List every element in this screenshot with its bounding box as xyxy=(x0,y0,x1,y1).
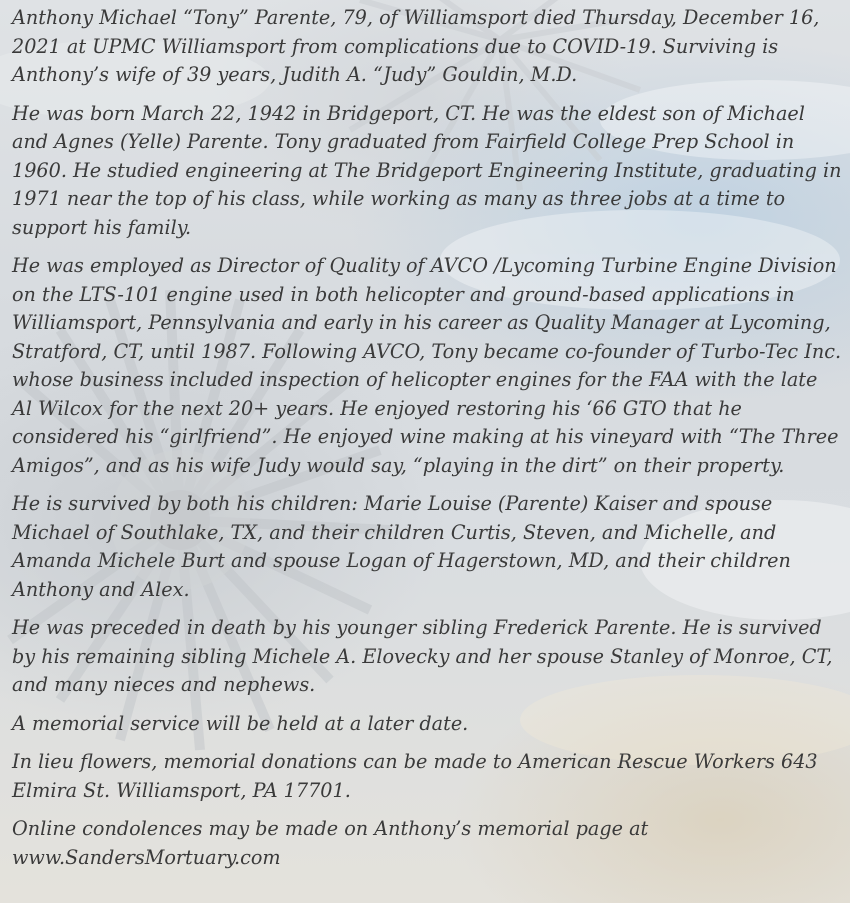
obituary-paragraph-career: He was employed as Director of Quality of AVCO /Lycoming Turbine Engine Division on the LTS-101 engine used in both helicopter and ground-based applications in Williamsport, Pennsylvania and early in his career as Quality Manager at Lycoming, Stratford, CT, until 1987. Following AVCO, Tony became co-founder of Turbo-Tec Inc. whose business included inspection of helicopter engines for the FAA with the late Al Wilcox for the next 20+ years. He enjoyed restoring his ‘66 GTO that he considered his “girlfriend”. He enjoyed wine making at his vineyard with “The Three Amigos”, and as his wife Judy would say, “playing in the dirt” on their property. xyxy=(12,254,842,477)
obituary-paragraph-memorial-service: A memorial service will be held at a later date. xyxy=(12,711,469,735)
obituary-paragraph-siblings: He was preceded in death by his younger sibling Frederick Parente. He is survived by his remaining sibling Michele A. Elovecky and her spouse Stanley of Monroe, CT, and many nieces and nephews. xyxy=(12,616,833,696)
obituary-paragraph-children: He is survived by both his children: Marie Louise (Parente) Kaiser and spouse Michael of Southlake, TX, and their children Curtis, Steven, and Michelle, and Amanda Michele Burt and spouse Logan of Hagerstown, MD, and their children Anthony and Alex. xyxy=(12,492,791,601)
obituary-paragraph-death-notice: Anthony Michael “Tony” Parente, 79, of Williamsport died Thursday, December 16, 2021 at UPMC Williamsport from complications due to COVID-19. Surviving is Anthony’s wife of 39 years, Judith A. “Judy” Gouldin, M.D. xyxy=(12,6,820,86)
obituary-paragraph-early-life: He was born March 22, 1942 in Bridgeport, CT. He was the eldest son of Michael and Agnes (Yelle) Parente. Tony graduated from Fairfield College Prep School in 1960. He studied engineering at The Bridgeport Engineering Institute, graduating in 1971 near the top of his class, while working as many as three jobs at a time to support his family. xyxy=(12,101,842,239)
obituary-paragraph-donations: In lieu flowers, memorial donations can be made to American Rescue Workers 643 Elmira St. Williamsport, PA 17701. xyxy=(12,750,818,802)
obituary-paragraph-condolences: Online condolences may be made on Anthony’s memorial page at www.SandersMortuary.com xyxy=(12,817,649,869)
